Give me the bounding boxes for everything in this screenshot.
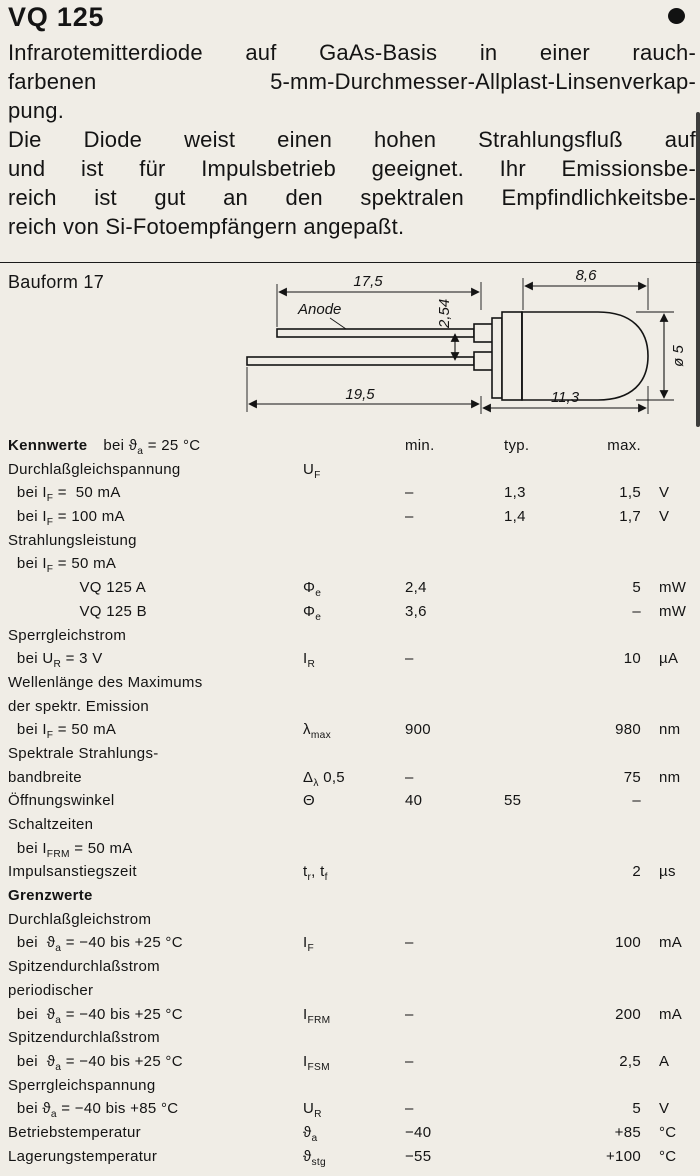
spec-min-value: [383, 908, 468, 932]
spec-unit: [653, 529, 698, 553]
spec-max-value: [568, 624, 653, 648]
table-row: [8, 789, 698, 813]
spec-label: bei $ϑ_a = -40$ bis +25 °C: [8, 1052, 183, 1073]
spec-unit: mW: [659, 579, 687, 597]
spec-max-value: [568, 1026, 653, 1050]
anode-annotation: [297, 301, 346, 329]
spec-unit: V: [659, 508, 670, 526]
spec-label: bei $ϑ_a = -40$ bis +25 °C: [8, 934, 183, 955]
spec-max-value: [568, 884, 653, 908]
spec-unit: µA: [659, 650, 679, 668]
spec-max-value: [568, 458, 653, 482]
spec-min-value: [383, 860, 468, 884]
spec-unit: µs: [659, 863, 676, 881]
spec-max-value: –: [632, 792, 641, 810]
spec-typ-value: 1,4: [504, 508, 526, 526]
table-row: [8, 837, 698, 861]
spec-label: Grenzwerte: [8, 887, 93, 905]
intro-line: reich von Si-Fotoempfängern angepaßt.: [8, 214, 405, 239]
spec-symbol: [303, 955, 383, 979]
spec-unit: [653, 884, 698, 908]
spec-unit: [653, 695, 698, 719]
col-header-min: min.: [405, 437, 435, 454]
table-row: [8, 1050, 698, 1074]
package-drawing: [0, 266, 700, 434]
table-row: [8, 1003, 698, 1027]
spec-symbol: [303, 1026, 383, 1050]
spec-symbol: $I_{FRM}$: [303, 1005, 331, 1026]
spec-symbol: $ϑ_a$: [303, 1123, 318, 1144]
spec-min-value: [383, 671, 468, 695]
spec-unit: [653, 813, 698, 837]
spec-unit: [653, 671, 698, 695]
spec-label: Lagerungstemperatur: [8, 1147, 158, 1165]
spec-typ-value: [468, 884, 568, 908]
spec-typ-value: [468, 1145, 568, 1169]
spec-max-value: [568, 695, 653, 719]
spec-min-value: [383, 624, 468, 648]
spec-typ-value: [468, 1003, 568, 1027]
spec-symbol: [303, 624, 383, 648]
table-row: [8, 647, 698, 671]
dimension-8-6: [523, 267, 648, 310]
spec-min-value: –: [405, 508, 414, 526]
spec-symbol: $U_F$: [303, 460, 321, 481]
spec-max-value: +85: [614, 1123, 641, 1141]
spec-label: Sperrgleichstrom: [8, 626, 127, 644]
intro-line: reich ist gut an den spektralen Empfindlichkeitsbe-: [8, 185, 696, 210]
spec-unit: mA: [659, 1005, 683, 1023]
spec-max-value: –: [632, 602, 641, 620]
spec-symbol: [303, 908, 383, 932]
spec-label: bei $U_R = 3$ V: [8, 650, 103, 671]
spec-typ-value: [468, 1074, 568, 1098]
spec-symbol: [303, 505, 383, 529]
spec-label: bei $I_F = 100$ mA: [8, 508, 125, 529]
spec-symbol: $\lambda_{max}$: [303, 721, 331, 742]
table-row: [8, 955, 698, 979]
spec-label: Spitzendurchlaßstrom: [8, 958, 160, 976]
spec-label: bei $ϑ_a = -40$ bis +85 °C: [8, 1100, 179, 1121]
spec-typ-value: [468, 1097, 568, 1121]
spec-label: Betriebstemperatur: [8, 1123, 141, 1141]
spec-min-value: [383, 458, 468, 482]
intro-paragraph-1: [8, 38, 696, 125]
dimension-19-5: [247, 367, 481, 414]
spec-unit: nm: [659, 768, 681, 786]
intro-text: [8, 38, 696, 241]
col-header-typ: typ.: [504, 437, 530, 454]
spec-min-value: –: [405, 650, 414, 668]
spec-label: bandbreite: [8, 768, 82, 786]
cathode-lead: [247, 352, 502, 370]
spec-symbol: [303, 837, 383, 861]
spec-max-value: 1,5: [619, 484, 641, 502]
intro-line: pung.: [8, 98, 65, 123]
spec-max-value: [568, 955, 653, 979]
spec-label: VQ 125 A: [8, 579, 147, 597]
spec-unit: [653, 458, 698, 482]
spec-rows: [8, 458, 698, 1169]
kennwerte-title: Kennwerte: [8, 437, 88, 454]
spec-label: Spitzendurchlaßstrom: [8, 1029, 160, 1047]
spec-typ-value: [468, 552, 568, 576]
spec-max-value: 2: [632, 863, 641, 881]
spec-max-value: [568, 671, 653, 695]
spec-table: [8, 434, 698, 1168]
spec-symbol: $U_R$: [303, 1100, 322, 1121]
spec-symbol: [303, 742, 383, 766]
kennwerte-condition: bei $ϑ_a = 25$ °C: [103, 437, 201, 457]
spec-unit: [653, 552, 698, 576]
spec-typ-value: [468, 742, 568, 766]
spec-min-value: [383, 955, 468, 979]
spec-typ-value: [468, 1121, 568, 1145]
spec-unit: mW: [659, 602, 687, 620]
spec-unit: mA: [659, 934, 683, 952]
spec-max-value: [568, 552, 653, 576]
spec-symbol: $I_F$: [303, 934, 314, 955]
spec-typ-value: [468, 1050, 568, 1074]
spec-label: bei $ϑ_a = -40$ bis +25 °C: [8, 1005, 183, 1026]
table-row: [8, 552, 698, 576]
spec-min-value: [383, 837, 468, 861]
spec-label: Sperrgleichspannung: [8, 1076, 156, 1094]
spec-min-value: –: [405, 934, 414, 952]
table-row: [8, 695, 698, 719]
spec-typ-value: [468, 766, 568, 790]
spec-unit: [653, 789, 698, 813]
spec-symbol: $\Phi_e$: [303, 579, 322, 600]
spec-typ-value: [468, 695, 568, 719]
spec-max-value: [568, 529, 653, 553]
spec-label: Öffnungswinkel: [8, 792, 115, 810]
spec-typ-value: [468, 908, 568, 932]
table-row: [8, 1097, 698, 1121]
spec-unit: [653, 1074, 698, 1098]
table-row: [8, 1145, 698, 1169]
spec-max-value: 5: [632, 1100, 641, 1118]
spec-max-value: [568, 908, 653, 932]
spec-typ-value: [468, 576, 568, 600]
spec-max-value: +100: [606, 1147, 641, 1165]
spec-max-value: [568, 837, 653, 861]
svg-text:17,5: 17,5: [353, 273, 383, 290]
spec-label: Schaltzeiten: [8, 816, 94, 833]
table-row: [8, 505, 698, 529]
spec-label: Impulsanstiegszeit: [8, 863, 137, 881]
intro-line: Die Diode weist einen hohen Strahlungsfluß auf: [8, 127, 696, 152]
col-header-max: max.: [607, 437, 641, 454]
svg-text:8,6: 8,6: [575, 267, 597, 284]
table-row: [8, 908, 698, 932]
table-row: [8, 860, 698, 884]
spec-min-value: [383, 1026, 468, 1050]
spec-symbol: [303, 1074, 383, 1098]
spec-max-value: 1,7: [619, 508, 641, 526]
spec-unit: V: [659, 484, 670, 502]
spec-max-value: 200: [615, 1005, 641, 1023]
anode-text: Anode: [298, 301, 342, 318]
spec-label: periodischer: [8, 981, 94, 999]
spec-unit: V: [659, 1100, 670, 1118]
spec-unit: [653, 979, 698, 1003]
spec-min-value: [383, 813, 468, 837]
table-row: [8, 766, 698, 790]
spec-label: bei $I_{FRM} = 50$ mA: [8, 839, 133, 860]
col-header-unit: [653, 434, 698, 458]
spec-min-value: [383, 884, 468, 908]
spec-typ-value: 1,3: [504, 484, 526, 502]
page-title: VQ 125: [8, 2, 105, 32]
spec-max-value: 75: [623, 768, 641, 786]
spec-min-value: [383, 529, 468, 553]
table-row: [8, 931, 698, 955]
svg-text:19,5: 19,5: [345, 386, 375, 403]
spec-label: Spektrale Strahlungs-: [8, 744, 159, 762]
spec-label: der spektr. Emission: [8, 697, 150, 715]
spec-label: VQ 125 B: [8, 602, 147, 620]
intro-line: Infrarotemitterdiode auf GaAs-Basis in einer rauch-: [8, 40, 696, 65]
table-row: [8, 813, 698, 837]
spec-unit: [653, 1026, 698, 1050]
spec-unit: [653, 624, 698, 648]
spec-symbol: $t_r$, $t_f$: [303, 863, 328, 884]
spec-symbol: Θ: [303, 792, 315, 810]
spec-typ-value: [468, 718, 568, 742]
spec-unit: nm: [659, 721, 681, 739]
table-row: [8, 742, 698, 766]
spec-unit: [653, 837, 698, 861]
spec-typ-value: [468, 837, 568, 861]
spec-min-value: [383, 552, 468, 576]
spec-min-value: [383, 695, 468, 719]
spec-typ-value: [468, 624, 568, 648]
spec-max-value: 980: [615, 721, 641, 739]
spec-unit: A: [659, 1052, 670, 1070]
table-row: [8, 458, 698, 482]
spec-unit: [653, 955, 698, 979]
spec-unit: [653, 742, 698, 766]
spec-symbol: $\Phi_e$: [303, 602, 322, 623]
spec-min-value: [383, 742, 468, 766]
spec-typ-value: [468, 1026, 568, 1050]
spec-min-value: [383, 979, 468, 1003]
table-header-label: [8, 434, 303, 458]
spec-label: bei $I_F = 50$ mA: [8, 721, 117, 742]
spec-symbol: [303, 481, 383, 505]
spec-min-value: −40: [405, 1123, 432, 1141]
bauform-label: Bauform 17: [8, 272, 105, 292]
spec-typ-value: [468, 671, 568, 695]
spec-typ-value: [468, 931, 568, 955]
svg-text:2,54: 2,54: [436, 298, 453, 328]
spec-symbol: [303, 695, 383, 719]
spec-unit: °C: [659, 1123, 677, 1141]
table-row: [8, 979, 698, 1003]
spec-symbol: [303, 529, 383, 553]
spec-typ-value: [468, 860, 568, 884]
spec-min-value: –: [405, 1100, 414, 1118]
table-header: [8, 434, 698, 458]
spec-symbol: $ϑ_{stg}$: [303, 1147, 327, 1168]
spec-symbol: $I_R$: [303, 650, 316, 671]
spec-max-value: [568, 1074, 653, 1098]
anode-lead: [277, 324, 502, 342]
spec-max-value: 5: [632, 579, 641, 597]
table-row: [8, 1121, 698, 1145]
spec-symbol: [303, 813, 383, 837]
spec-symbol: [303, 671, 383, 695]
spec-typ-value: [468, 955, 568, 979]
spec-typ-value: [468, 979, 568, 1003]
svg-text:11,3: 11,3: [550, 389, 580, 406]
spec-symbol: $\Delta_\lambda$ 0,5: [303, 768, 345, 789]
spec-symbol: $I_{FSM}$: [303, 1052, 330, 1073]
spec-max-value: 2,5: [619, 1052, 641, 1070]
spec-max-value: [568, 813, 653, 837]
table-row: [8, 481, 698, 505]
spec-min-value: 3,6: [405, 602, 427, 620]
col-header-symbol: [303, 434, 383, 458]
spec-max-value: [568, 742, 653, 766]
spec-min-value: –: [405, 484, 414, 502]
spec-min-value: 900: [405, 721, 431, 739]
spec-max-value: [568, 979, 653, 1003]
spec-unit: [653, 908, 698, 932]
spec-max-value: 100: [615, 934, 641, 952]
spec-typ-value: [468, 647, 568, 671]
intro-line: farbenen 5-mm-Durchmesser-Allplast-Linsenverkap-: [8, 69, 696, 94]
spec-label: Durchlaßgleichstrom: [8, 910, 152, 928]
spec-label: Wellenlänge des Maximums: [8, 673, 203, 691]
table-row: [8, 624, 698, 648]
spec-min-value: 2,4: [405, 579, 427, 597]
spec-typ-value: [468, 600, 568, 624]
spec-min-value: −55: [405, 1147, 432, 1165]
spec-min-value: 40: [405, 792, 423, 810]
led-body: [492, 312, 648, 400]
spec-label: bei $I_F = 50$ mA: [8, 555, 117, 576]
spec-min-value: [383, 1074, 468, 1098]
spec-typ-value: [468, 529, 568, 553]
spec-symbol: [303, 979, 383, 1003]
spec-typ-value: [468, 813, 568, 837]
intro-paragraph-2: [8, 125, 696, 241]
table-row: [8, 600, 698, 624]
table-row: [8, 718, 698, 742]
table-row: [8, 884, 698, 908]
spec-max-value: 10: [623, 650, 641, 668]
table-row: [8, 1026, 698, 1050]
spec-label: bei $I_F = 50$ mA: [8, 484, 121, 505]
spec-symbol: [303, 884, 383, 908]
table-row: [8, 1074, 698, 1098]
spec-min-value: –: [405, 1005, 414, 1023]
spec-typ-value: [468, 458, 568, 482]
spec-min-value: –: [405, 768, 414, 786]
spec-label: Durchlaßgleichspannung: [8, 460, 181, 478]
spec-typ-value: 55: [504, 792, 522, 810]
spec-label: Strahlungsleistung: [8, 531, 137, 549]
svg-text:ø 5: ø 5: [670, 345, 687, 367]
spec-symbol: [303, 552, 383, 576]
spec-min-value: –: [405, 1052, 414, 1070]
table-row: [8, 529, 698, 553]
registration-dot: [668, 8, 685, 24]
table-row: [8, 576, 698, 600]
intro-line: und ist für Impulsbetrieb geeignet. Ihr Emissionsbe-: [8, 156, 696, 181]
section-divider: [0, 262, 700, 263]
spec-unit: °C: [659, 1147, 677, 1165]
table-row: [8, 671, 698, 695]
